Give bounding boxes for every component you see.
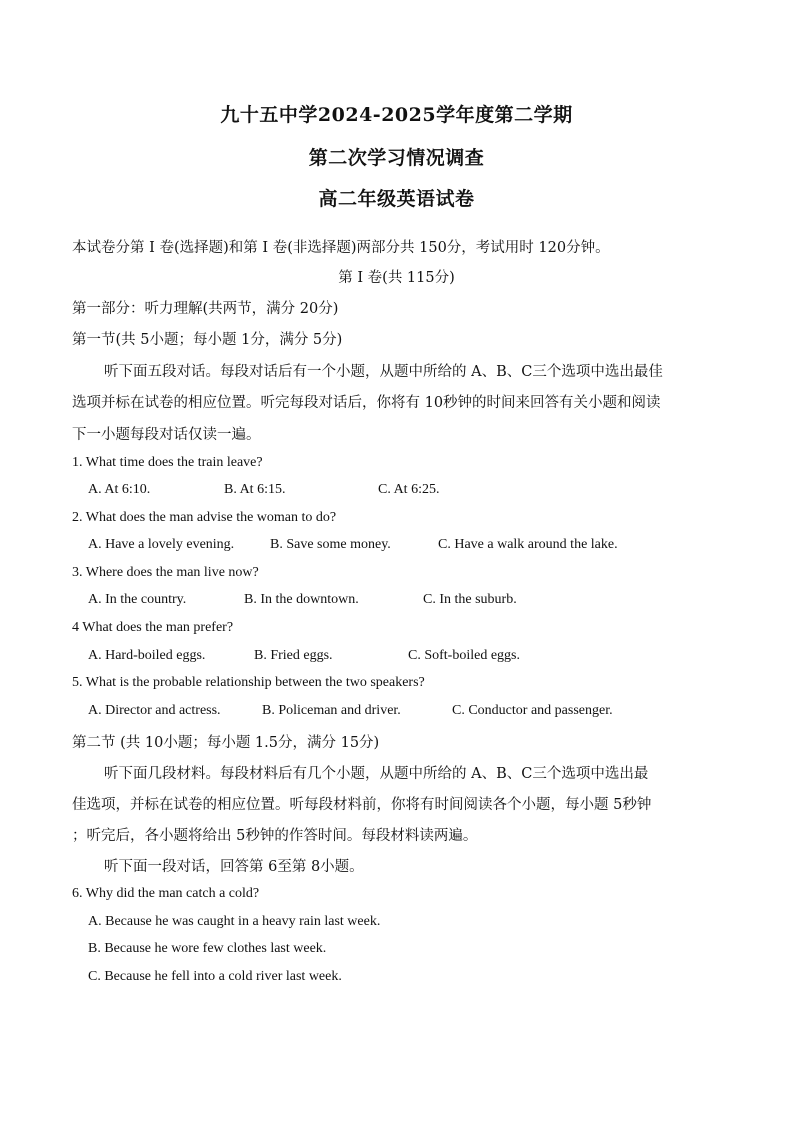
section1-instruction-line2: 选项并标在试卷的相应位置。听完每段对话后，你将有 10秒钟的时间来回答有关小题和阅读: [72, 395, 661, 411]
q5-option-c: C. Conductor and passenger.: [452, 703, 613, 718]
q1-option-b: B. At 6:15.: [224, 482, 286, 497]
q2-option-a: A. Have a lovely evening.: [88, 537, 235, 552]
section1-instruction-line1: 听下面五段对话。每段对话后有一个小题，从题中所给的 A、B、C三个选项中选出最佳: [104, 364, 663, 380]
section2-instruction-line1: 听下面几段材料。每段材料后有几个小题，从题中所给的 A、B、C三个选项中选出最: [104, 766, 649, 782]
survey-title: 第二次学习情况调查: [308, 147, 485, 169]
section1-heading: 第一节(共 5小题；每小题 1分，满分 5分): [72, 332, 343, 348]
question-1: 1. What time does the train leave?: [72, 455, 263, 470]
school-title: 九十五中学2024-2025学年度第二学期: [220, 104, 573, 126]
q6-option-b: B. Because he wore few clothes last week.: [88, 941, 327, 956]
section2-instruction-line3: ；听完后，各小题将给出 5秒钟的作答时间。每段材料读两遍。: [72, 828, 478, 844]
question-4: 4 What does the man prefer?: [72, 620, 234, 635]
q4-option-c: C. Soft-boiled eggs.: [408, 648, 520, 663]
part1-heading: 第一部分：听力理解(共两节，满分 20分): [72, 301, 339, 317]
question-5: 5. What is the probable relationship between the two speakers?: [72, 675, 425, 690]
q5-option-a: A. Director and actress.: [88, 703, 221, 718]
q4-option-a: A. Hard-boiled eggs.: [88, 648, 206, 663]
q1-option-a: A. At 6:10.: [88, 482, 151, 497]
q6-option-c: C. Because he fell into a cold river last week.: [88, 969, 342, 984]
q3-option-b: B. In the downtown.: [244, 592, 359, 607]
question-6: 6. Why did the man catch a cold?: [72, 886, 260, 901]
q3-option-c: C. In the suburb.: [423, 592, 517, 607]
section2-instruction-line2: 佳选项，并标在试卷的相应位置。听每段材料前，你将有时间阅读各个小题，每小题 5秒钟: [72, 797, 652, 813]
q6-option-a: A. Because he was caught in a heavy rain last week.: [88, 914, 381, 929]
question-2: 2. What does the man advise the woman to do?: [72, 510, 337, 525]
question-3: 3. Where does the man live now?: [72, 565, 259, 580]
section2-heading: 第二节 (共 10小题；每小题 1.5分，满分 15分): [72, 735, 380, 751]
q2-option-b: B. Save some money.: [270, 537, 391, 552]
exam-intro: 本试卷分第 I 卷(选择题)和第 I 卷(非选择题)两部分共 150分，考试用时 120分钟。: [72, 240, 610, 256]
q4-option-b: B. Fried eggs.: [254, 648, 333, 663]
section1-instruction-line3: 下一小题每段对话仅读一遍。: [72, 427, 261, 443]
q5-option-b: B. Policeman and driver.: [262, 703, 401, 718]
q1-option-c: C. At 6:25.: [378, 482, 440, 497]
q2-option-c: C. Have a walk around the lake.: [438, 537, 618, 552]
exam-title: 高二年级英语试卷: [318, 188, 475, 210]
q3-option-a: A. In the country.: [88, 592, 187, 607]
dialog-intro: 听下面一段对话，回答第 6至第 8小题。: [104, 859, 364, 875]
volume-heading: 第 I 卷(共 115分): [338, 270, 455, 286]
